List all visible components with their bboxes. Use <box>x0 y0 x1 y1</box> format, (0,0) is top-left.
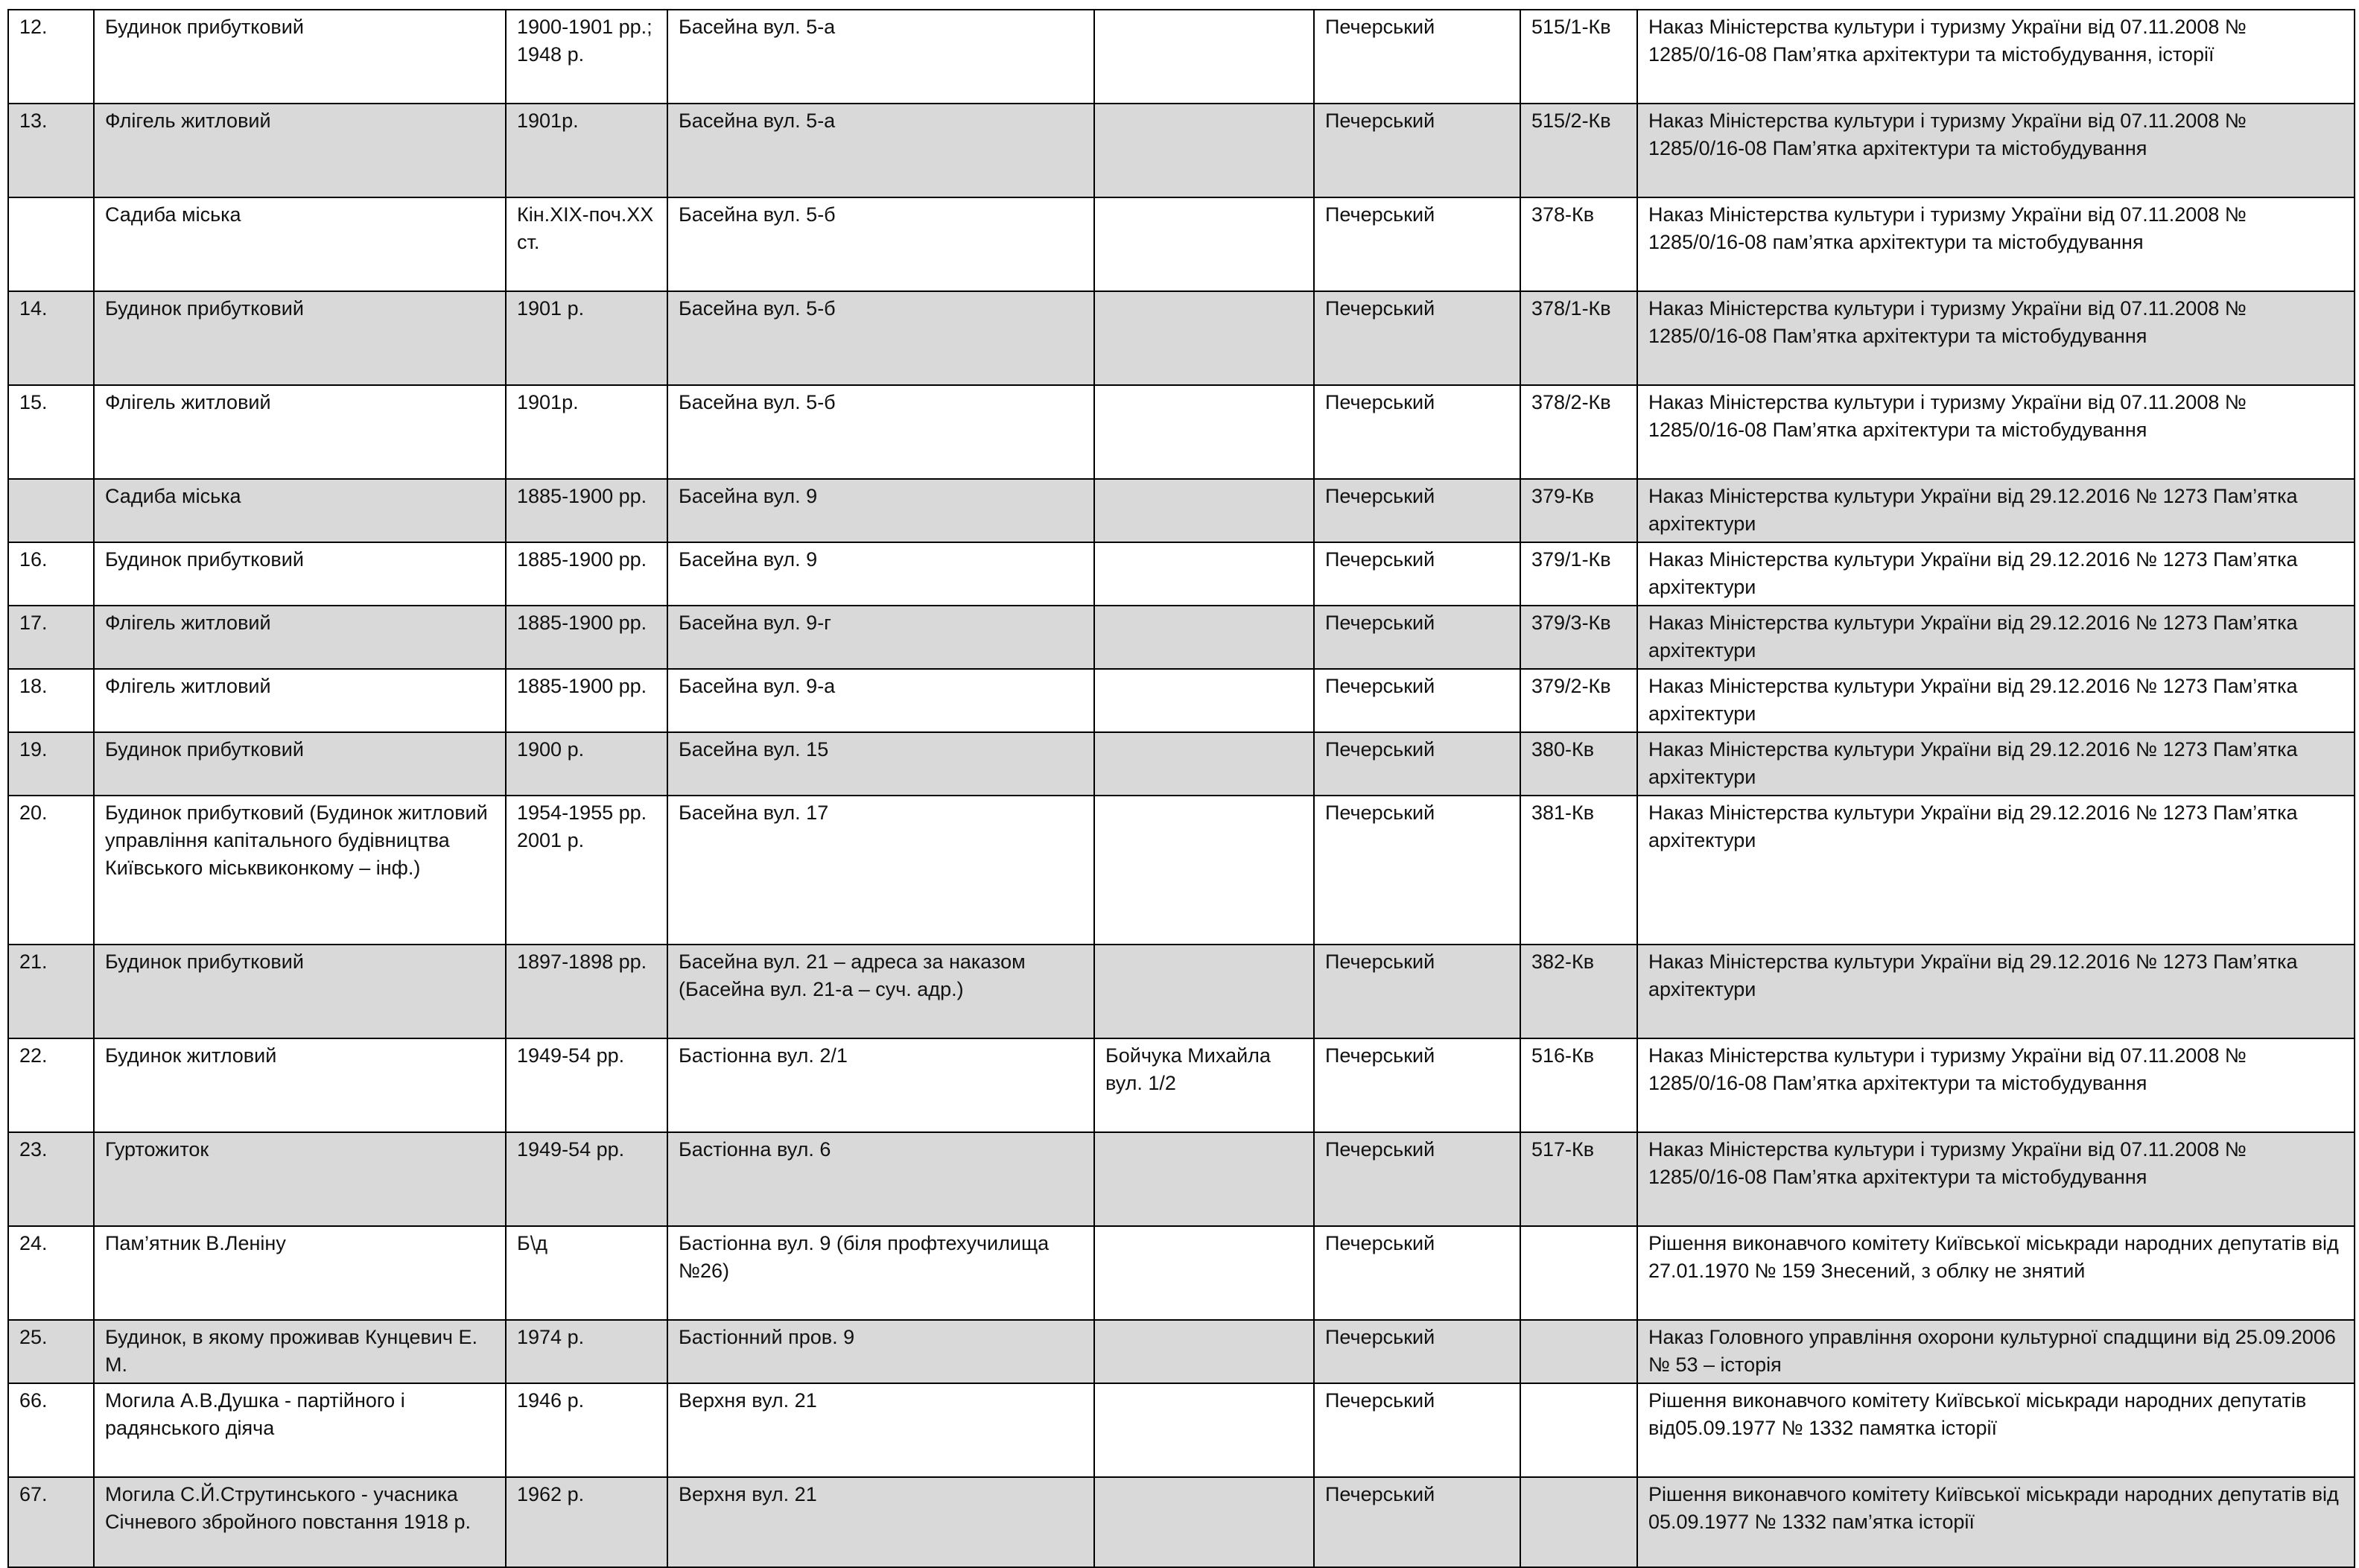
object-name: Флігель житловий <box>94 385 506 479</box>
object-name: Садиба міська <box>94 197 506 291</box>
object-address: Басейна вул. 9 <box>667 542 1094 606</box>
table-row <box>8 1477 2355 1567</box>
protection-number: 379/1-Кв <box>1520 542 1637 606</box>
row-number: 25. <box>8 1320 94 1383</box>
legal-document: Наказ Міністерства культури України від 29.12.2016 № 1273 Пам’ятка архітектури <box>1637 542 2355 606</box>
row-number: 19. <box>8 732 94 796</box>
protection-number: 516-Кв <box>1520 1038 1637 1132</box>
object-alt-address <box>1094 669 1314 732</box>
object-name: Будинок прибутковий <box>94 10 506 104</box>
object-alt-address <box>1094 1320 1314 1383</box>
object-district: Печерський <box>1314 1226 1520 1320</box>
table-row <box>8 385 2355 479</box>
legal-document: Наказ Міністерства культури і туризму України від 07.11.2008 № 1285/0/16-08 Пам’ятка архітектури та містобудування <box>1637 385 2355 479</box>
object-district: Печерський <box>1314 1320 1520 1383</box>
protection-number <box>1520 1477 1637 1567</box>
object-name: Будинок прибутковий <box>94 945 506 1038</box>
object-address: Басейна вул. 21 – адреса за наказом (Басейна вул. 21-а – суч. адр.) <box>667 945 1094 1038</box>
row-number: 17. <box>8 606 94 669</box>
legal-document: Наказ Міністерства культури України від 29.12.2016 № 1273 Пам’ятка архітектури <box>1637 945 2355 1038</box>
object-address: Бастіонна вул. 6 <box>667 1132 1094 1226</box>
protection-number: 379-Кв <box>1520 479 1637 542</box>
object-district: Печерський <box>1314 606 1520 669</box>
protection-number: 378/2-Кв <box>1520 385 1637 479</box>
protection-number: 517-Кв <box>1520 1132 1637 1226</box>
table-row <box>8 796 2355 945</box>
table-row <box>8 542 2355 606</box>
object-date: 1954-1955 рр. 2001 р. <box>506 796 667 945</box>
table-row <box>8 104 2355 197</box>
legal-document: Рішення виконавчого комітету Київської міськради народних депутатів від05.09.1977 № 1332 памятка історії <box>1637 1383 2355 1477</box>
object-district: Печерський <box>1314 10 1520 104</box>
object-address: Басейна вул. 17 <box>667 796 1094 945</box>
row-number <box>8 479 94 542</box>
object-district: Печерський <box>1314 542 1520 606</box>
object-name: Будинок прибутковий (Будинок житловий управління капітального будівництва Київського міськвиконкому – інф.) <box>94 796 506 945</box>
object-date: Кін.ХІХ-поч.ХХ ст. <box>506 197 667 291</box>
row-number: 20. <box>8 796 94 945</box>
object-alt-address <box>1094 10 1314 104</box>
protection-number: 515/1-Кв <box>1520 10 1637 104</box>
object-name: Будинок, в якому проживав Кунцевич Е. М. <box>94 1320 506 1383</box>
protection-number: 378/1-Кв <box>1520 291 1637 385</box>
object-alt-address <box>1094 542 1314 606</box>
object-name: Будинок житловий <box>94 1038 506 1132</box>
object-alt-address <box>1094 1383 1314 1477</box>
row-number: 66. <box>8 1383 94 1477</box>
legal-document: Наказ Міністерства культури і туризму України від 07.11.2008 № 1285/0/16-08 Пам’ятка архітектури та містобудування, історії <box>1637 10 2355 104</box>
object-district: Печерський <box>1314 669 1520 732</box>
object-district: Печерський <box>1314 796 1520 945</box>
legal-document: Наказ Міністерства культури і туризму України від 07.11.2008 № 1285/0/16-08 Пам’ятка архітектури та містобудування <box>1637 104 2355 197</box>
object-district: Печерський <box>1314 1383 1520 1477</box>
object-date: 1962 р. <box>506 1477 667 1567</box>
table-row <box>8 1226 2355 1320</box>
legal-document: Наказ Міністерства культури України від 29.12.2016 № 1273 Пам’ятка архітектури <box>1637 669 2355 732</box>
object-alt-address <box>1094 796 1314 945</box>
object-name: Будинок прибутковий <box>94 542 506 606</box>
object-alt-address <box>1094 1477 1314 1567</box>
object-name: Флігель житловий <box>94 669 506 732</box>
legal-document: Наказ Міністерства культури України від 29.12.2016 № 1273 Пам’ятка архітектури <box>1637 732 2355 796</box>
object-district: Печерський <box>1314 1038 1520 1132</box>
table-row <box>8 1383 2355 1477</box>
object-alt-address <box>1094 291 1314 385</box>
legal-document: Наказ Міністерства культури і туризму України від 07.11.2008 № 1285/0/16-08 Пам’ятка архітектури та містобудування <box>1637 291 2355 385</box>
object-alt-address: Бойчука Михайла вул. 1/2 <box>1094 1038 1314 1132</box>
object-alt-address <box>1094 606 1314 669</box>
row-number <box>8 197 94 291</box>
protection-number <box>1520 1226 1637 1320</box>
object-alt-address <box>1094 732 1314 796</box>
protection-number: 382-Кв <box>1520 945 1637 1038</box>
object-district: Печерський <box>1314 104 1520 197</box>
row-number: 21. <box>8 945 94 1038</box>
object-date: 1897-1898 рр. <box>506 945 667 1038</box>
legal-document: Наказ Міністерства культури України від 29.12.2016 № 1273 Пам’ятка архітектури <box>1637 796 2355 945</box>
table-row <box>8 1132 2355 1226</box>
legal-document: Наказ Міністерства культури України від 29.12.2016 № 1273 Пам’ятка архітектури <box>1637 606 2355 669</box>
object-district: Печерський <box>1314 291 1520 385</box>
row-number: 18. <box>8 669 94 732</box>
protection-number <box>1520 1383 1637 1477</box>
legal-document: Наказ Головного управління охорони культурної спадщини від 25.09.2006 № 53 – історія <box>1637 1320 2355 1383</box>
object-alt-address <box>1094 104 1314 197</box>
object-district: Печерський <box>1314 945 1520 1038</box>
table-row <box>8 479 2355 542</box>
legal-document: Рішення виконавчого комітету Київської міськради народних депутатів від 05.09.1977 № 1332 пам’ятка історії <box>1637 1477 2355 1567</box>
object-date: 1885-1900 рр. <box>506 606 667 669</box>
object-name: Флігель житловий <box>94 606 506 669</box>
object-alt-address <box>1094 479 1314 542</box>
object-name: Пам’ятник В.Леніну <box>94 1226 506 1320</box>
object-district: Печерський <box>1314 1132 1520 1226</box>
legal-document: Наказ Міністерства культури і туризму України від 07.11.2008 № 1285/0/16-08 Пам’ятка архітектури та містобудування <box>1637 1132 2355 1226</box>
table-row <box>8 669 2355 732</box>
legal-document: Наказ Міністерства культури і туризму України від 07.11.2008 № 1285/0/16-08 пам’ятка архітектури та містобудування <box>1637 197 2355 291</box>
row-number: 16. <box>8 542 94 606</box>
object-date: 1949-54 рр. <box>506 1038 667 1132</box>
table-row <box>8 291 2355 385</box>
object-date: 1900 р. <box>506 732 667 796</box>
legal-document: Рішення виконавчого комітету Київської міськради народних депутатів від 27.01.1970 № 159 Знесений, з облку не знятий <box>1637 1226 2355 1320</box>
row-number: 67. <box>8 1477 94 1567</box>
object-date: 1901 р. <box>506 291 667 385</box>
object-date: 1974 р. <box>506 1320 667 1383</box>
object-date: 1946 р. <box>506 1383 667 1477</box>
object-address: Басейна вул. 9-г <box>667 606 1094 669</box>
registry-body <box>8 10 2355 1567</box>
object-district: Печерський <box>1314 197 1520 291</box>
row-number: 15. <box>8 385 94 479</box>
object-address: Басейна вул. 5-а <box>667 104 1094 197</box>
row-number: 23. <box>8 1132 94 1226</box>
object-date: 1885-1900 рр. <box>506 542 667 606</box>
object-date: 1900-1901 рр.; 1948 р. <box>506 10 667 104</box>
object-address: Верхня вул. 21 <box>667 1477 1094 1567</box>
row-number: 14. <box>8 291 94 385</box>
object-address: Басейна вул. 15 <box>667 732 1094 796</box>
object-name: Садиба міська <box>94 479 506 542</box>
object-district: Печерський <box>1314 479 1520 542</box>
object-alt-address <box>1094 197 1314 291</box>
legal-document: Наказ Міністерства культури і туризму України від 07.11.2008 № 1285/0/16-08 Пам’ятка архітектури та містобудування <box>1637 1038 2355 1132</box>
object-address: Бастіонна вул. 9 (біля профтехучилища №26) <box>667 1226 1094 1320</box>
object-district: Печерський <box>1314 732 1520 796</box>
object-date: Б\д <box>506 1226 667 1320</box>
object-address: Верхня вул. 21 <box>667 1383 1094 1477</box>
table-row <box>8 10 2355 104</box>
protection-number: 380-Кв <box>1520 732 1637 796</box>
object-alt-address <box>1094 385 1314 479</box>
object-name: Могила А.В.Душка - партійного і радянського діяча <box>94 1383 506 1477</box>
object-alt-address <box>1094 1132 1314 1226</box>
object-name: Флігель житловий <box>94 104 506 197</box>
monuments-registry-table <box>7 9 2355 1568</box>
legal-document: Наказ Міністерства культури України від 29.12.2016 № 1273 Пам’ятка архітектури <box>1637 479 2355 542</box>
object-address: Басейна вул. 5-б <box>667 291 1094 385</box>
protection-number: 379/3-Кв <box>1520 606 1637 669</box>
table-row <box>8 945 2355 1038</box>
registry-sheet <box>7 9 2354 1568</box>
table-row <box>8 1320 2355 1383</box>
object-address: Басейна вул. 5-а <box>667 10 1094 104</box>
object-address: Басейна вул. 5-б <box>667 385 1094 479</box>
object-date: 1901р. <box>506 104 667 197</box>
row-number: 13. <box>8 104 94 197</box>
table-row <box>8 606 2355 669</box>
object-address: Бастіонна вул. 2/1 <box>667 1038 1094 1132</box>
object-address: Басейна вул. 9 <box>667 479 1094 542</box>
object-address: Басейна вул. 5-б <box>667 197 1094 291</box>
object-name: Будинок прибутковий <box>94 291 506 385</box>
object-date: 1885-1900 рр. <box>506 669 667 732</box>
protection-number: 378-Кв <box>1520 197 1637 291</box>
table-row <box>8 197 2355 291</box>
row-number: 22. <box>8 1038 94 1132</box>
object-address: Бастіонний пров. 9 <box>667 1320 1094 1383</box>
table-row <box>8 1038 2355 1132</box>
object-alt-address <box>1094 945 1314 1038</box>
object-name: Могила С.Й.Струтинського - учасника Січневого збройного повстання 1918 р. <box>94 1477 506 1567</box>
object-district: Печерський <box>1314 385 1520 479</box>
protection-number: 381-Кв <box>1520 796 1637 945</box>
protection-number: 515/2-Кв <box>1520 104 1637 197</box>
object-date: 1949-54 рр. <box>506 1132 667 1226</box>
table-row <box>8 732 2355 796</box>
object-name: Гуртожиток <box>94 1132 506 1226</box>
protection-number: 379/2-Кв <box>1520 669 1637 732</box>
object-name: Будинок прибутковий <box>94 732 506 796</box>
protection-number <box>1520 1320 1637 1383</box>
row-number: 24. <box>8 1226 94 1320</box>
object-date: 1901р. <box>506 385 667 479</box>
object-date: 1885-1900 рр. <box>506 479 667 542</box>
object-address: Басейна вул. 9-а <box>667 669 1094 732</box>
object-alt-address <box>1094 1226 1314 1320</box>
object-district: Печерський <box>1314 1477 1520 1567</box>
row-number: 12. <box>8 10 94 104</box>
